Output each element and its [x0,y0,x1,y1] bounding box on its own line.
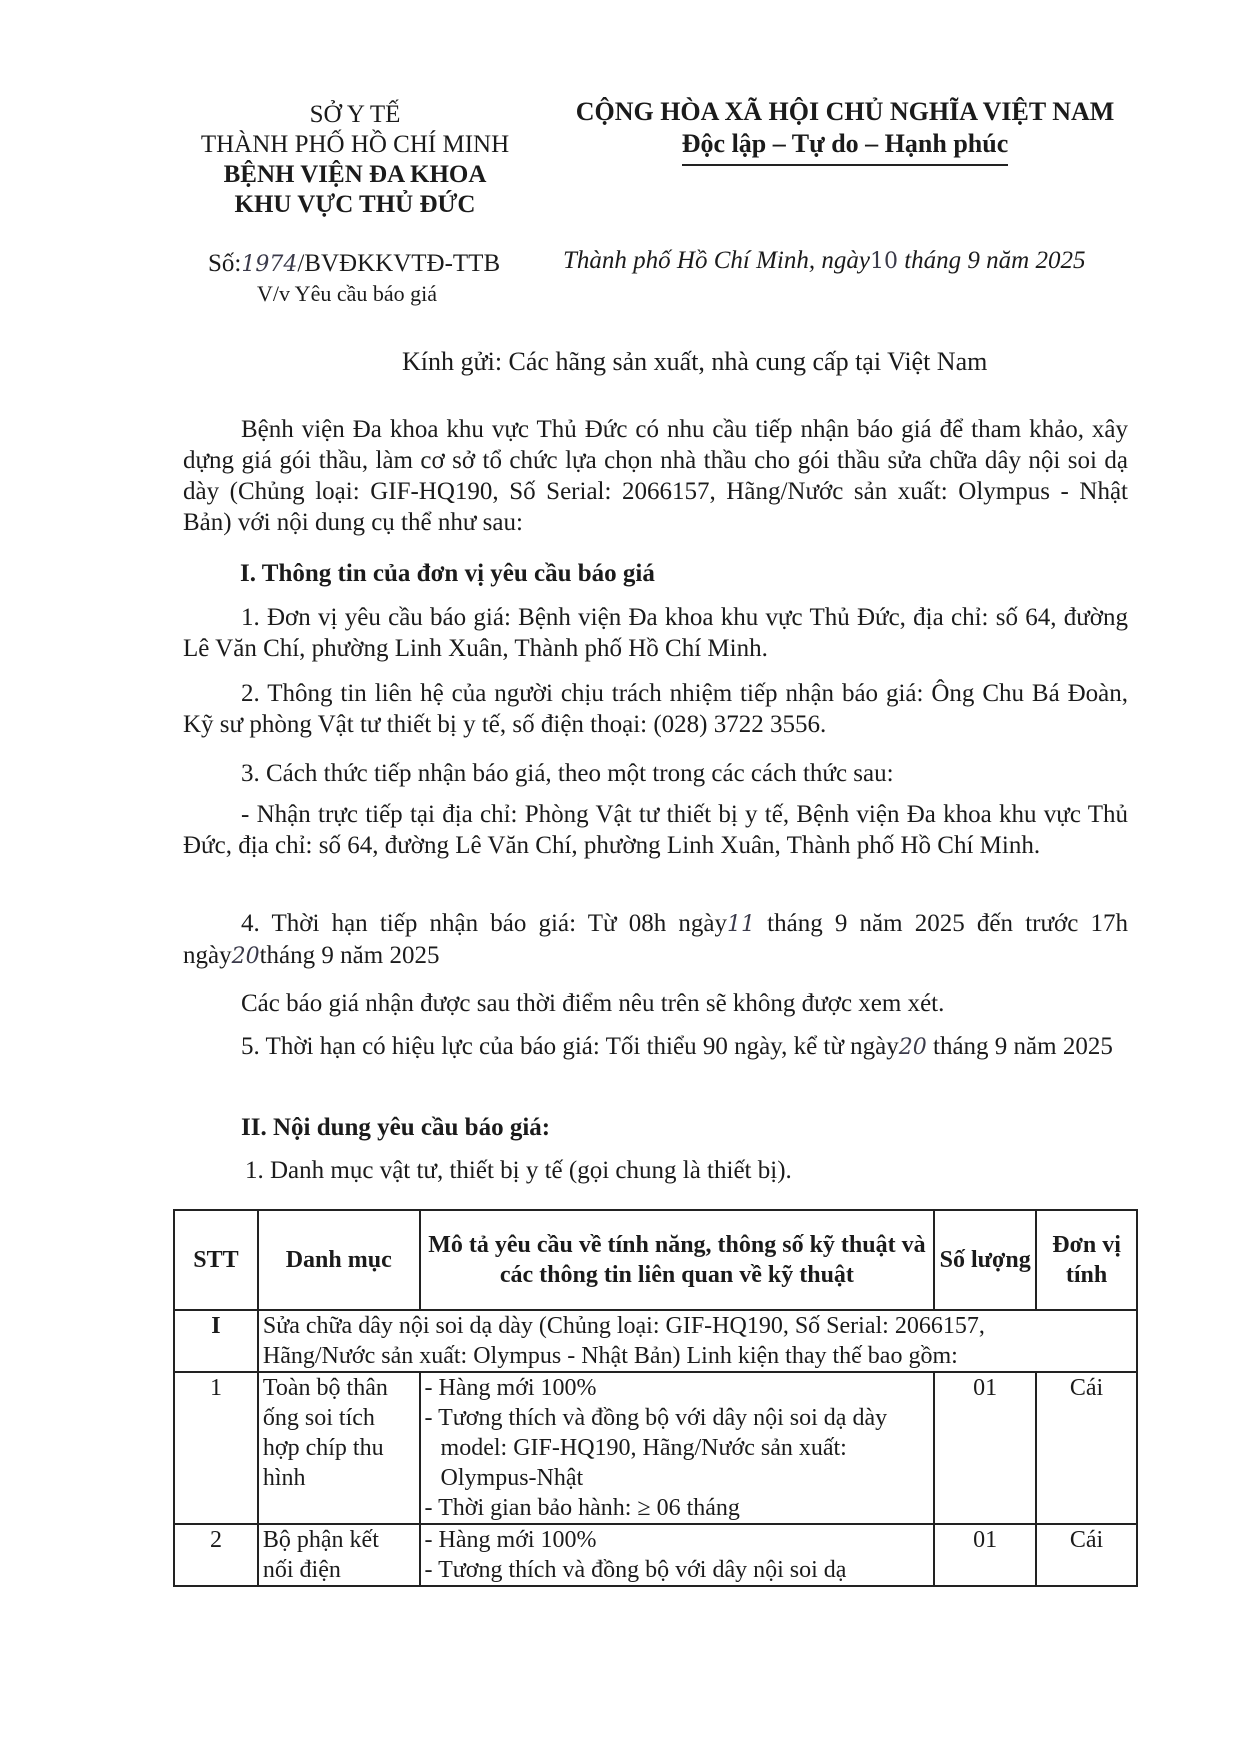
table-row [174,1524,1137,1586]
item-5: 5. Thời hạn có hiệu lực của báo giá: Tối thiểu 90 ngày, kể từ ngày20 tháng 9 năm 2025 [241,1033,1113,1060]
row-stt: 2 [174,1524,258,1586]
handwritten-day: 10 [869,249,898,274]
item-1: 1. Đơn vị yêu cầu báo giá: Bệnh viện Đa khoa khu vực Thủ Đức, địa chỉ: số 64, đường Lê Văn Chí, phường Linh Xuân, Thành phố Hồ Chí Minh. [183,604,1128,662]
item-3: 3. Cách thức tiếp nhận báo giá, theo một trong các cách thức sau: [241,760,894,787]
group-stt: I [174,1310,258,1372]
row-don-vi: Cái [1036,1372,1137,1524]
item-3-detail: - Nhận trực tiếp tại địa chỉ: Phòng Vật tư thiết bị y tế, Bệnh viện Đa khoa khu vực Thủ Đức, địa chỉ: số 64, đường Lê Văn Chí, phường Linh Xuân, Thành phố Hồ Chí Minh. [183,801,1128,859]
group-text: Sửa chữa dây nội soi dạ dày (Chủng loại: GIF-HQ190, Số Serial: 2066157, Hãng/Nước sản xuất: Olympus - Nhật Bản) Linh kiện thay thế bao gồm: [258,1310,1137,1372]
section-2-title: II. Nội dung yêu cầu báo giá: [241,1114,551,1141]
handwritten-start-day: 11 [727,912,755,937]
national-title: CỘNG HÒA XÃ HỘI CHỦ NGHĨA VIỆT NAM [575,97,1115,126]
header-dept: SỞ Y TẾ [309,101,401,128]
table-row [174,1372,1137,1524]
item-2: 2. Thông tin liên hệ của người chịu trách nhiệm tiếp nhận báo giá: Ông Chu Bá Đoàn, Kỹ sư phòng Vật tư thiết bị y tế, số điện thoại: (028) 3722 3556. [183,680,1128,738]
header-city: THÀNH PHỐ HỒ CHÍ MINH [200,131,510,158]
table-header-row [174,1210,1137,1310]
table-group-row [174,1310,1137,1372]
national-motto: Độc lập – Tự do – Hạnh phúc [682,128,1009,166]
handwritten-validity-day: 20 [898,1035,927,1060]
row-stt: 1 [174,1372,258,1524]
header-don-vi: Đơn vị tính [1036,1210,1137,1310]
handwritten-end-day: 20 [231,944,260,969]
header-so-luong: Số lượng [934,1210,1036,1310]
row-danh-muc: Bộ phận kết nối điện [258,1524,420,1586]
doc-subject: V/v Yêu cầu báo giá [257,281,438,306]
header-right [540,96,1150,166]
row-so-luong: 01 [934,1372,1036,1524]
header-hospital-area: KHU VỰC THỦ ĐỨC [234,191,476,218]
handwritten-number: 1974 [241,252,298,277]
spec-line: - Tương thích và đồng bộ với dây nội soi dạ dày model: GIF-HQ190, Hãng/Nước sản xuất: Olympus-Nhật [424,1405,888,1491]
spec-line: - Tương thích và đồng bộ với dây nội soi dạ [424,1557,847,1583]
row-don-vi: Cái [1036,1524,1137,1586]
date-line: Thành phố Hồ Chí Minh, ngày10 tháng 9 năm 2025 [563,247,1086,274]
item-4-note: Các báo giá nhận được sau thời điểm nêu trên sẽ không được xem xét. [241,990,945,1017]
header-mo-ta: Mô tả yêu cầu về tính năng, thông số kỹ thuật và các thông tin liên quan về kỹ thuật [420,1210,935,1310]
spec-line: - Hàng mới 100% [424,1375,597,1401]
row-danh-muc: Toàn bộ thân ống soi tích hợp chíp thu hình [258,1372,420,1524]
salutation: Kính gửi: Các hãng sản xuất, nhà cung cấp tại Việt Nam [402,347,988,376]
spec-line: - Thời gian bảo hành: ≥ 06 tháng [424,1495,740,1521]
doc-number: Số:1974/BVĐKKVTĐ-TTB [208,250,501,277]
header-hospital: BỆNH VIỆN ĐA KHOA [223,161,487,188]
section-2-item-1: 1. Danh mục vật tư, thiết bị y tế (gọi chung là thiết bị). [245,1157,792,1184]
section-1-title: I. Thông tin của đơn vị yêu cầu báo giá [240,560,655,587]
header-danh-muc: Danh mục [258,1210,420,1310]
spec-line: - Hàng mới 100% [424,1527,597,1553]
row-mo-ta [420,1524,935,1586]
items-table [173,1209,1138,1587]
header-left [160,100,550,220]
row-mo-ta [420,1372,935,1524]
header-stt: STT [174,1210,258,1310]
intro-paragraph: Bệnh viện Đa khoa khu vực Thủ Đức có nhu cầu tiếp nhận báo giá để tham khảo, xây dựng giá gói thầu, làm cơ sở tổ chức lựa chọn nhà thầu cho gói thầu sửa chữa dây nội soi dạ dày (Chủng loại: GIF-HQ190, Số Serial: 2066157, Hãng/Nước sản xuất: Olympus - Nhật Bản) với nội dung cụ thể như sau: [183,416,1128,536]
row-so-luong: 01 [934,1524,1036,1586]
item-4: 4. Thời hạn tiếp nhận báo giá: Từ 08h ngày11 tháng 9 năm 2025 đến trước 17h ngày20tháng 9 năm 2025 [183,910,1128,969]
